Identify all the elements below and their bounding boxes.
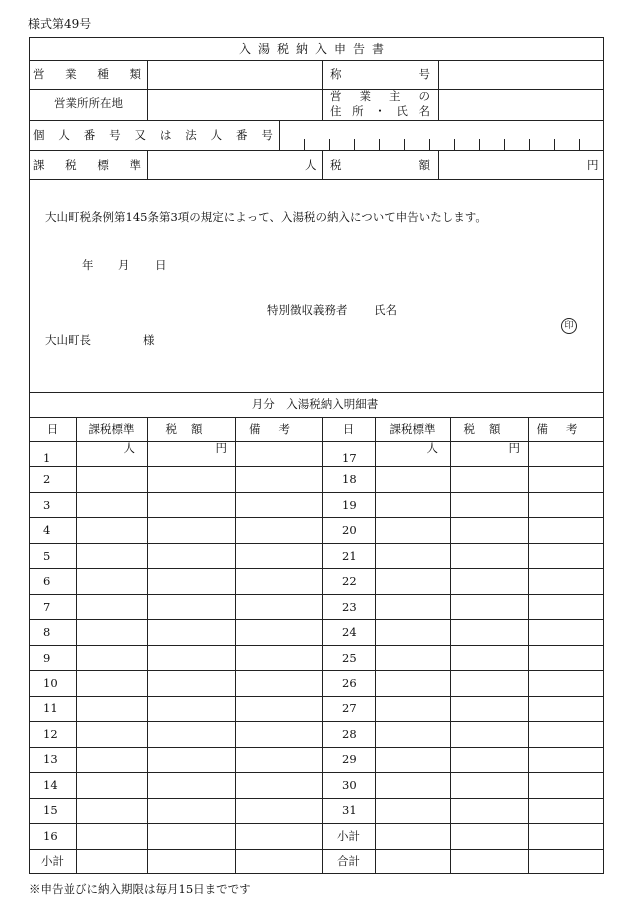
number-box-divider [579,139,580,150]
row-day-left: 1 [43,450,51,465]
date-month: 月 [118,258,130,272]
row-day-right: 31 [342,803,357,818]
column-header-day: 日 [46,422,59,436]
business-address-label: 営業所所在地 [54,96,123,110]
row-day-left: 7 [43,599,51,614]
row-day-right: 21 [342,548,357,563]
row-day-left: 16 [43,828,58,843]
column-header-tax-amount: 税額 [463,422,515,436]
row-day-right: 28 [342,726,357,741]
row-day-right: 22 [342,574,357,589]
row-day-right: 24 [342,625,357,640]
column-header-remarks: 備考 [536,422,596,436]
form-title: 入湯税納入申告書 [238,42,391,56]
footnote: ※申告並びに納入期限は毎月15日までです [29,882,251,896]
row-day-right: 29 [342,752,357,767]
addressee: 大山町長 [45,333,91,347]
number-box-divider [379,139,380,150]
row-day-left: 10 [43,675,58,690]
row-day-right: 18 [342,472,357,487]
row-day-right: 合計 [337,854,360,869]
row-day-right: 17 [342,450,357,465]
column-header-day: 日 [342,422,355,436]
unit-yen: 円 [215,441,227,455]
number-box-divider [454,139,455,150]
row-day-left: 3 [43,497,51,512]
number-box-divider [329,139,330,150]
unit-people: 人 [426,441,438,455]
row-day-right: 26 [342,675,357,690]
number-box-divider [429,139,430,150]
row-day-right: 20 [342,523,357,538]
column-header-tax-base: 課税標準 [389,422,436,436]
tax-base-label: 課 税 標 準 [33,158,141,172]
row-day-right: 小計 [337,828,360,843]
row-day-right: 27 [342,701,357,716]
honorific: 様 [143,333,155,347]
row-day-left: 小計 [41,854,64,869]
detail-title: 月分 入湯税納入明細書 [251,397,379,411]
row-day-right: 19 [342,497,357,512]
number-box-divider [304,139,305,150]
date-year: 年 [82,258,94,272]
row-day-left: 8 [43,625,51,640]
row-day-left: 12 [43,726,58,741]
row-day-left: 2 [43,472,51,487]
unit-yen: 円 [508,441,520,455]
number-box-divider [479,139,480,150]
column-header-tax-base: 課税標準 [88,422,135,436]
column-header-tax-amount: 税額 [165,422,217,436]
row-day-right: 30 [342,777,357,792]
obligor-name-label: 氏名 [374,303,397,317]
row-day-left: 15 [43,803,58,818]
owner-label-line2: 住 所 ・ 氏 名 [330,104,430,118]
business-type-label: 営 業 種 類 [33,67,141,81]
personal-number-label: 個 人 番 号 又 は 法 人 番 号 [33,128,273,142]
row-day-left: 9 [43,650,51,665]
row-day-left: 13 [43,752,58,767]
number-box-divider [554,139,555,150]
tax-amount-unit: 円 [587,158,599,172]
seal-icon: 印 [561,318,577,334]
row-day-right: 23 [342,599,357,614]
number-box-divider [504,139,505,150]
declaration-text: 大山町税条例第145条第3項の規定によって、入湯税の納入について申告いたします。 [45,210,487,224]
number-box-divider [529,139,530,150]
row-day-right: 25 [342,650,357,665]
row-day-left: 6 [43,574,51,589]
tax-base-unit: 人 [305,158,317,172]
number-box-divider [404,139,405,150]
number-box-divider [354,139,355,150]
date-day: 日 [155,258,167,272]
form-number: 様式第49号 [28,17,92,31]
row-day-left: 5 [43,548,51,563]
row-day-left: 4 [43,523,51,538]
tax-amount-label: 税 額 [330,158,430,172]
column-header-remarks: 備考 [249,422,308,436]
obligor-label: 特別徴収義務者 [267,303,348,317]
unit-people: 人 [123,441,135,455]
row-day-left: 11 [43,701,58,716]
owner-label-line1: 営 業 主 の [330,89,430,103]
name-label: 称 号 [330,67,430,81]
row-day-left: 14 [43,777,58,792]
